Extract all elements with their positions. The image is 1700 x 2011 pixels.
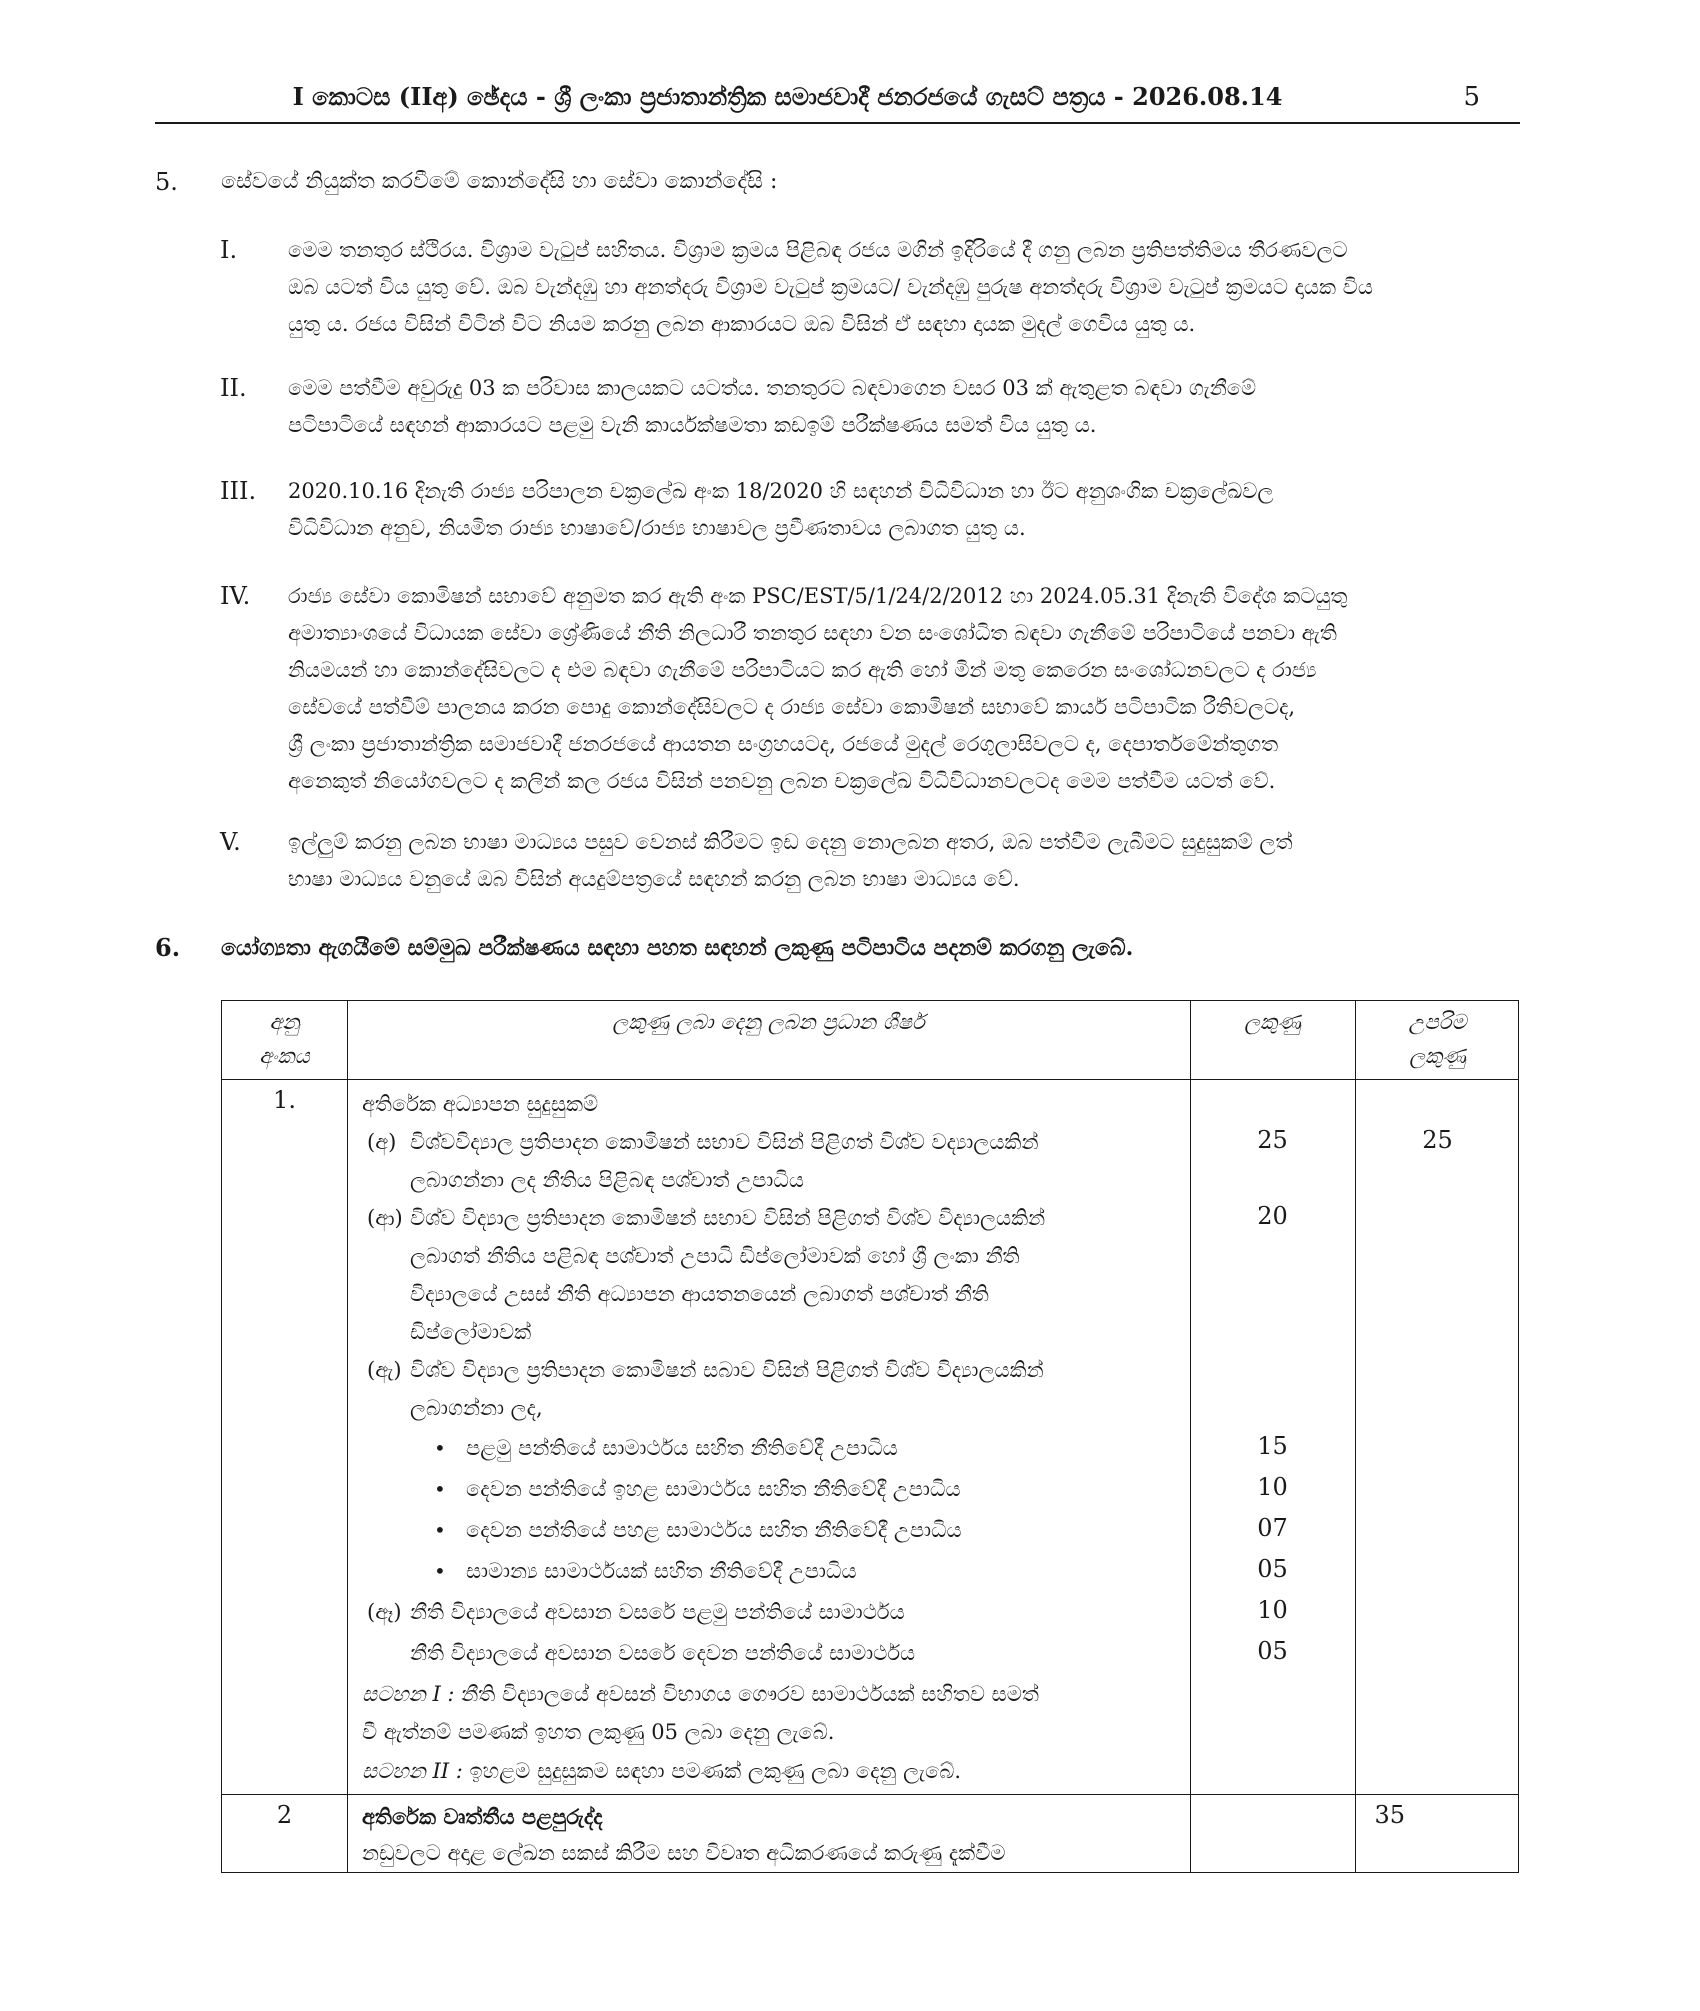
row-2-number: 2 <box>276 1801 293 1829</box>
row-1-max-marks: 25 <box>1422 1126 1453 1154</box>
section-6-number: 6. <box>155 933 181 962</box>
bullet-icon: • <box>434 1436 446 1460</box>
header-serial-no-line-1: අනු <box>269 1010 300 1034</box>
note-2-label: සටහන II : <box>362 1759 463 1783</box>
item-IV-line-6: අනෙකුත් නියෝගවලට ද කලින් කල රජය විසින් පනවනු ලබන චක්‍රලේඛ විධිවිධානවලටද මෙම පත්වීම යටත් වේ. <box>288 769 1276 793</box>
row-1-bullet-1-marks: 15 <box>1257 1432 1288 1460</box>
row-1-bullet-1-text: පළමු පන්තියේ සාමාර්ථය සහිත නීතිවේදී උපාධිය <box>466 1436 898 1460</box>
table-col-divider-1 <box>347 1001 348 1872</box>
row-1-aa-marks: 20 <box>1257 1202 1288 1230</box>
item-I-text <box>288 232 1520 343</box>
row-1-a-line-1: විශ්වවිද්‍යාල ප්‍රතිපාදන කොමිෂන් සභාව විසින් පිළිගත් විශ්ව වද්‍යාලයකින් <box>410 1130 1039 1154</box>
row-1-note-1 <box>362 1675 1039 1713</box>
item-V-text <box>288 824 1520 898</box>
item-III-line-1: 2020.10.16 දිනැති රාජ්‍ය පරිපාලන චක්‍රලේඛ අංක 18/2020 හි සඳහන් විධිවිධාන හා ඊට අනුශංගික චක්‍රලේඛවල <box>288 479 1274 503</box>
row-1-ae-line-1: විශ්ව විද්‍යාල ප්‍රතිපාදන කොමිෂන් සබාව විසින් පිළිගත් විශ්ව විද්‍යාලයකින් <box>410 1358 1044 1382</box>
row-1-bullet-2-text: දෙවන පන්තියේ ඉහළ සාමාර්ථය සහිත නීතිවේදී උපාධිය <box>466 1477 961 1501</box>
gazette-header-title: I කොටස (IIඅ) ඡේදය - ශ්‍රී ලංකා ප්‍රජාතාන්ත්‍රික සමාජවාදී ජනරජයේ ගැසට් පත්‍රය - 2026.08.14 <box>292 82 1283 111</box>
item-IV-text <box>288 578 1520 800</box>
row-1-ae-label: (ඇ) <box>367 1358 402 1382</box>
item-I-line-1: මෙම තනතුර ස්ථිරය. විශ්‍රාම වැටුප් සහිතය. විශ්‍රාම ක්‍රමය පිළිබඳ රජය මගින් ඉදිරියේ දී ගනු ලබන ප්‍රතිපත්තිමය තීරණවලට <box>288 238 1348 262</box>
table-header-divider <box>222 1079 1518 1080</box>
header-marks: ලකුණු <box>1244 1010 1301 1034</box>
item-I-line-3: යුතු ය. රජය විසින් විටින් විට නියම කරනු ලබන ආකාරයට ඔබ විසින් ඒ සඳහා දායක මුදල් ගෙවිය යුතු ය. <box>288 312 1196 336</box>
item-III-line-2: විධිවිධාන අනුව, නියමිත රාජ්‍ය භාෂාවේ/රාජ්‍ය භාෂාවල ප්‍රවීණතාවය ලබාගත යුතු ය. <box>288 516 1026 540</box>
note-1-label: සටහන I : <box>362 1682 455 1706</box>
row-1-ae2-marks-1: 10 <box>1257 1596 1288 1624</box>
row-1-bullet-4-marks: 05 <box>1257 1555 1288 1583</box>
row-1-aa-line-1: විශ්ව විද්‍යාල ප්‍රතිපාදන කොමිෂන් සභාව විසින් පිළිගත් විශ්ව විද්‍යාලයකින් <box>410 1206 1046 1230</box>
row-2-title: අතිරේක වෘත්තීය පළපුරුද්ද <box>362 1804 603 1829</box>
row-1-ae2-marks-2: 05 <box>1257 1637 1288 1665</box>
item-V-numeral: V. <box>220 828 241 856</box>
row-1-aa-line-2: ලබාගත් නීතිය පළිබඳ පශ්චාත් උපාධි ඩිප්ලෝමාවක් හෝ ශ්‍රී ලංකා නීති <box>410 1244 1020 1268</box>
header-serial-no <box>222 1003 347 1075</box>
item-IV-line-4: සේවයේ පත්වීම් පාලනය කරන පොදු කොන්දේසිවලට ද රාජ්‍ය සේවා කොමිෂන් සභාවේ කාර්ය පටිපාටික රීතිවලටද, <box>288 695 1296 719</box>
section-6-title: යෝග්‍යතා ඇගයීමේ සම්මුඛ පරීක්ෂණය සඳහා පහත සඳහන් ලකුණු පටිපාටිය පදනම් කරගනු ලැබේ. <box>221 935 1134 961</box>
section-5-number: 5. <box>155 168 178 196</box>
header-max-marks <box>1355 1003 1520 1075</box>
row-2-max-marks: 35 <box>1374 1801 1405 1829</box>
page-number: 5 <box>1463 82 1480 112</box>
header-serial-no-line-2: අංකය <box>259 1044 310 1068</box>
row-1-aa-line-4: ඩිප්ලෝමාවක් <box>410 1320 532 1344</box>
row-1-title: අතිරේක අධ්‍යාපන සුදුසුකම් <box>362 1092 599 1116</box>
item-IV-numeral: IV. <box>220 582 251 610</box>
row-1-note-1-continued: වී ඇත්නම් පමණක් ඉහත ලකුණු 05 ලබා දෙනු ලැබේ. <box>362 1720 835 1744</box>
row-2-line: නඩුවලට අදාළ ලේඛන සකස් කිරීම සහ විවෘත අධිකරණයේ කරුණු දැක්වීම <box>362 1841 1006 1865</box>
item-V-line-2: භාෂා මාධ්‍යය වනුයේ ඔබ විසින් අයදුම්පත්‍රයේ සඳහන් කරනු ලබන භාෂා මාධ්‍යය වේ. <box>288 867 1020 891</box>
bullet-icon: • <box>434 1559 446 1583</box>
table-row-divider <box>222 1794 1518 1795</box>
section-5-title: සේවයේ නියුක්ත කරවීමේ කොන්දේසි හා සේවා කොන්දේසි : <box>221 169 778 194</box>
item-II-line-1: මෙම පත්වීම අවුරුදු 03 ක පරිවාස කාලයකට යටත්ය. තනතුරට බඳවාගෙන වසර 03 ක් ඇතුළත බඳවා ගැනීමේ <box>288 376 1257 400</box>
row-1-bullet-3-marks: 07 <box>1257 1514 1288 1542</box>
item-IV-line-2: අමාත්‍යාංශයේ විධායක සේවා ශ්‍රේණියේ නීති නිලධාරී තනතුර සඳහා වන සංශෝධිත බඳවා ගැනීමේ පරිපාටියේ පනවා ඇති <box>288 621 1337 645</box>
item-IV-line-3: නියමයන් හා කොන්දේසිවලට ද එම බඳවා ගැනීමේ පරිපාටියට කර ඇති හෝ මින් මතු කෙරෙන සංශෝධනවලට ද රාජ්‍ය <box>288 658 1317 682</box>
row-1-bullet-2-marks: 10 <box>1257 1473 1288 1501</box>
row-1-a-marks: 25 <box>1257 1126 1288 1154</box>
note-2-text: ඉහළම සුදුසුකම සඳහා පමණක් ලකුණු ලබා දෙනු ලැබේ. <box>469 1759 962 1783</box>
row-1-bullet-3-text: දෙවන පන්තියේ පහළ සාමාර්ථය සහිත නීතිවේදී උපාධිය <box>466 1518 962 1542</box>
item-III-text <box>288 473 1520 547</box>
row-1-ae2-line-2: නීති විද්‍යාලයේ අවසාන වසරේ දෙවන පන්තියේ සාමාර්ථය <box>410 1641 916 1665</box>
row-1-bullet-4-text: සාමාන්‍ය සාමාර්ථයක් සහිත නීතිවේදී උපාධිය <box>466 1559 857 1583</box>
header-max-marks-line-2: ලකුණු <box>1409 1044 1466 1068</box>
item-I-line-2: ඔබ යටත් විය යුතු වේ. ඔබ වැන්දඹු හා අනත්දරු විශ්‍රාම වැටුප් ක්‍රමයට/ වැන්දඹු පුරුෂ අනත්දරු විශ්‍රාම වැටුප් ක්‍රමයට දායක විය <box>288 275 1373 299</box>
row-1-ae-line-2: ලබාගන්නා ලද, <box>410 1396 543 1420</box>
item-II-line-2: පටිපාටියේ සඳහන් ආකාරයට පළමු වැනි කාර්යක්ෂමතා කඩඉම් පරීක්ෂණය සමත් විය යුතු ය. <box>288 413 1097 437</box>
item-III-numeral: III. <box>220 477 257 505</box>
item-II-numeral: II. <box>220 374 247 402</box>
row-1-aa-line-3: විද්‍යාලයේ උසස් නීති අධ්‍යාපන ආයතනයෙන් ලබාගත් පශ්චාත් නීති <box>410 1282 989 1306</box>
header-max-marks-line-1: උපරිම <box>1408 1010 1467 1034</box>
marks-table <box>221 1000 1519 1873</box>
row-1-a-label: (අ) <box>367 1130 397 1154</box>
header-main-heading: ලකුණු ලබා දෙනු ලබන ප්‍රධාන ශීර්ෂ <box>612 1010 925 1034</box>
page-header <box>155 82 1520 124</box>
row-1-ae2-label: (ඈ) <box>367 1600 402 1624</box>
note-1-line-1: නීති විද්‍යාලයේ අවසන් විභාගය ගෞරව සාමාර්ථයක් සහිතව සමත් <box>461 1682 1039 1706</box>
item-IV-line-1: රාජ්‍ය සේවා කොමිෂන් සභාවේ අනුමත කර ඇති අංක PSC/EST/5/1/24/2/2012 හා 2024.05.31 දිනැති විදේශ කටයුතු <box>288 584 1348 608</box>
row-1-aa-label: (ආ) <box>367 1206 403 1230</box>
row-1-note-2 <box>362 1752 961 1790</box>
row-1-ae2-line-1: නීති විද්‍යාලයේ අවසාන වසරේ පළමු පන්තියේ සාමාර්ථය <box>410 1600 905 1624</box>
item-I-numeral: I. <box>220 236 238 264</box>
item-IV-line-5: ශ්‍රී ලංකා ප්‍රජාතාන්ත්‍රික සමාජවාදී ජනරජයේ ආයතන සංග්‍රහයටද, රජයේ මුදල් රෙගුලාසිවලට ද, දෙපාර්තමේන්තුගත <box>288 732 1279 756</box>
item-II-text <box>288 370 1520 444</box>
row-1-a-line-2: ලබාගන්නා ලද නීතිය පිළිබඳ පශ්චාත් උපාධිය <box>410 1168 804 1192</box>
item-V-line-1: ඉල්ලුම් කරනු ලබන භාෂා මාධ්‍යය පසුව වෙනස් කිරීමට ඉඩ දෙනු නොලබන අතර, ඔබ පත්වීම ලැබීමට සුදුසුකම් ලත් <box>288 830 1293 854</box>
bullet-icon: • <box>434 1477 446 1501</box>
row-1-number: 1. <box>273 1086 296 1114</box>
bullet-icon: • <box>434 1518 446 1542</box>
